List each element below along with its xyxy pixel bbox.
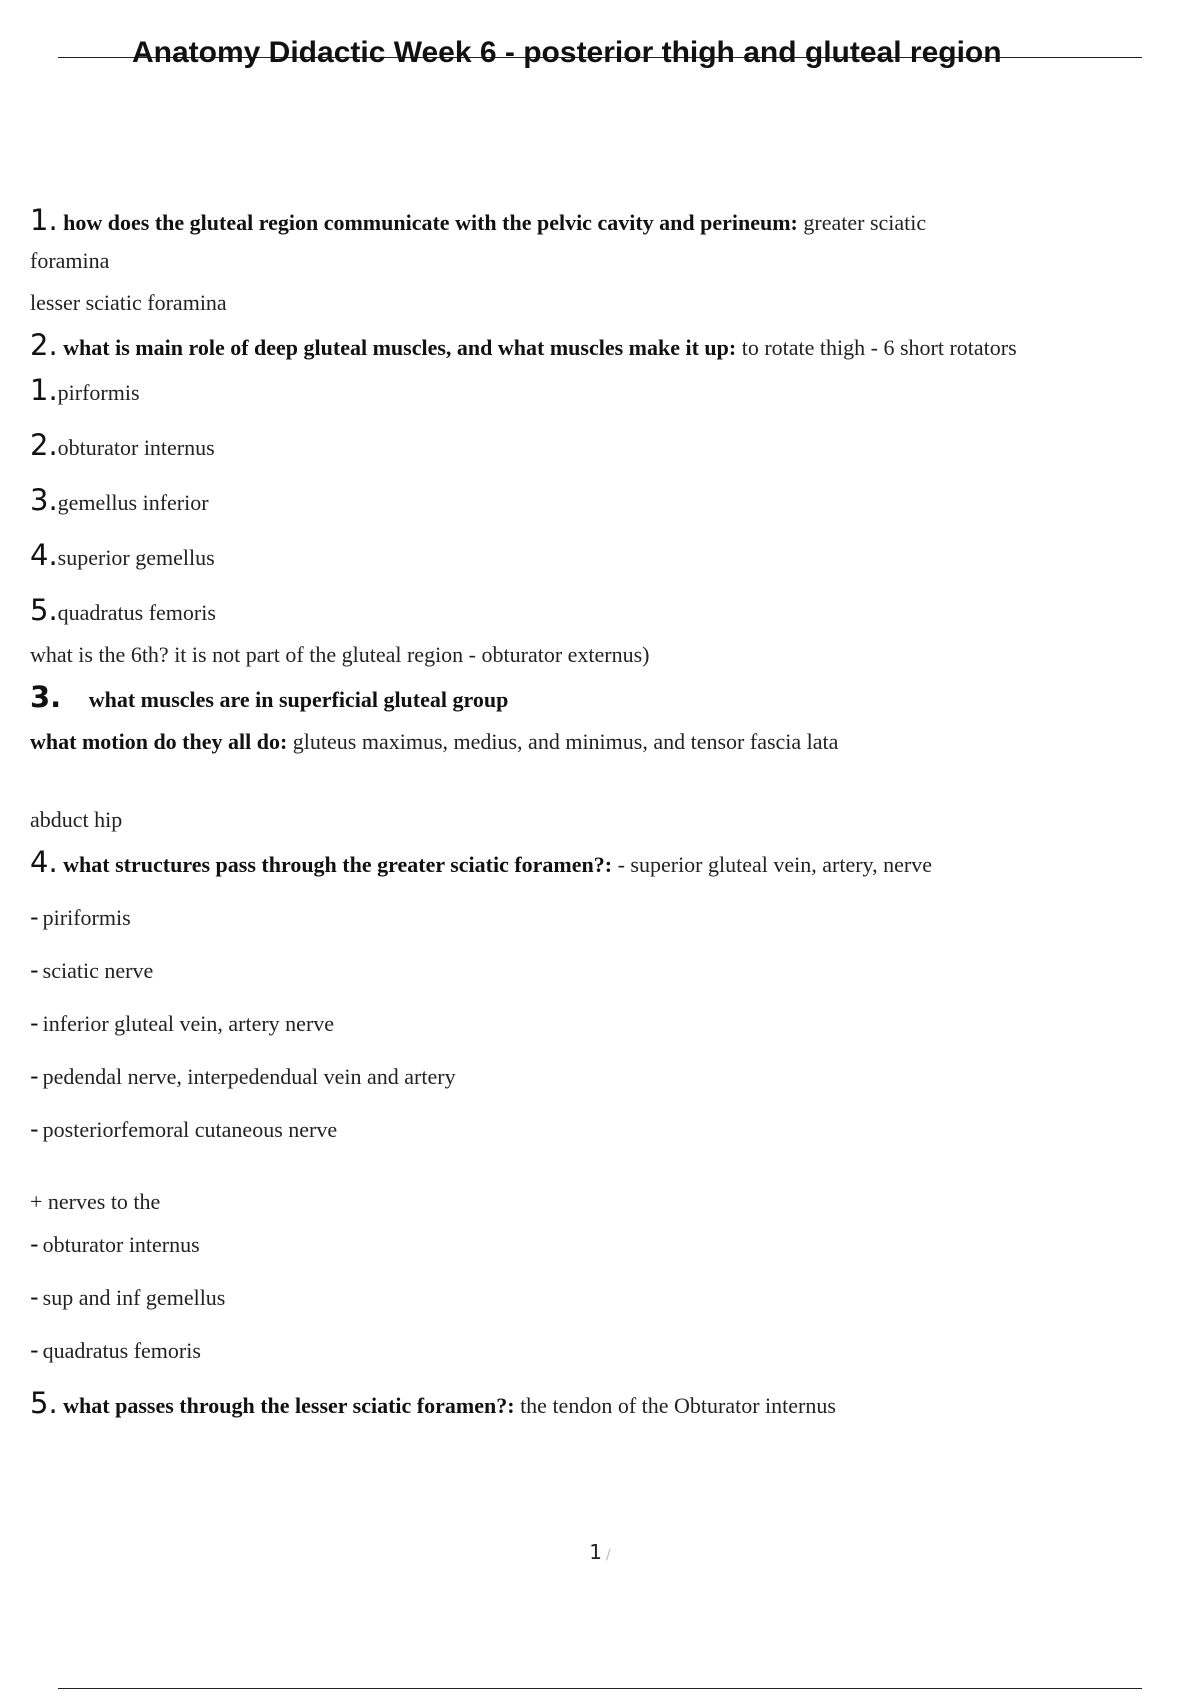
list-item <box>30 595 1170 628</box>
list-item-text: posteriorfemoral cutaneous nerve <box>42 1117 338 1142</box>
list-item-number: 1. <box>30 373 58 407</box>
list-item-number: 4. <box>30 538 58 572</box>
q2-question: what is main role of deep gluteal muscles, and what muscles make it up: <box>63 335 737 360</box>
q5-line <box>30 1388 1170 1421</box>
q2-number: 2. <box>30 328 58 362</box>
list-item <box>30 485 1170 518</box>
list-item <box>30 375 1170 408</box>
q1-answer-b: foramina <box>30 248 110 273</box>
list-item-text: obturator internus <box>42 1232 200 1257</box>
spacer <box>30 1157 1170 1187</box>
list-item-text: pedendal nerve, interpedendual vein and artery <box>42 1064 456 1089</box>
dash-bullet: - <box>30 903 39 931</box>
q3-answer-b: abduct hip <box>30 807 123 832</box>
q4-answer: - superior gluteal vein, artery, nerve <box>617 852 932 877</box>
dash-bullet: - <box>30 1230 39 1258</box>
document-title: Anatomy Didactic Week 6 - posterior thigh and gluteal region <box>132 36 1002 69</box>
q1-question: how does the gluteal region communicate with the pelvic cavity and perineum: <box>63 210 798 235</box>
spacer <box>30 769 1170 805</box>
list-item <box>30 1008 1170 1039</box>
dash-bullet: - <box>30 956 39 984</box>
q4-number: 4. <box>30 845 58 879</box>
list-item-text: superior gemellus <box>57 545 215 570</box>
list-item <box>30 430 1170 463</box>
bottom-rule <box>58 1688 1142 1689</box>
list-item <box>30 1282 1170 1313</box>
list-item-text: piriformis <box>42 905 131 930</box>
q1-number: 1. <box>30 203 58 237</box>
q4-plus-note: + nerves to the <box>30 1189 161 1214</box>
list-item-text: sup and inf gemellus <box>42 1285 226 1310</box>
q3-question-b: what motion do they all do: <box>30 729 288 754</box>
q3-line <box>30 682 1170 715</box>
dash-bullet: - <box>30 1336 39 1364</box>
list-item <box>30 1114 1170 1145</box>
list-item-number: 3. <box>30 483 58 517</box>
list-item <box>30 902 1170 933</box>
dash-bullet: - <box>30 1062 39 1090</box>
q5-number: 5. <box>30 1386 58 1420</box>
list-item-text: pirformis <box>57 380 140 405</box>
q3-question-a: what muscles are in superficial gluteal group <box>88 687 509 712</box>
list-item-text: sciatic nerve <box>42 958 154 983</box>
list-item-number: 2. <box>30 428 58 462</box>
dash-bullet: - <box>30 1283 39 1311</box>
q1-line <box>30 205 1170 238</box>
list-item-text: quadratus femoris <box>42 1338 201 1363</box>
list-item-text: obturator internus <box>57 435 215 460</box>
list-item <box>30 1061 1170 1092</box>
q3-answer-a: gluteus maximus, medius, and minimus, and tensor fascia lata <box>292 729 839 754</box>
document-body <box>30 205 1170 1433</box>
page-number <box>0 1540 1200 1564</box>
q5-answer: the tendon of the Obturator internus <box>520 1393 836 1418</box>
q5-question: what passes through the lesser sciatic foramen?: <box>63 1393 515 1418</box>
dash-bullet: - <box>30 1009 39 1037</box>
list-item <box>30 1229 1170 1260</box>
list-item <box>30 955 1170 986</box>
list-item <box>30 540 1170 573</box>
list-item-number: 5. <box>30 593 58 627</box>
list-item-text: inferior gluteal vein, artery nerve <box>42 1011 335 1036</box>
page-number-slash: / <box>606 1547 611 1563</box>
page-number-value: 1 <box>589 1540 602 1564</box>
q2-answer: to rotate thigh - 6 short rotators <box>741 335 1017 360</box>
q2-line <box>30 330 1170 363</box>
list-item-text: quadratus femoris <box>57 600 216 625</box>
list-item-text: gemellus inferior <box>57 490 209 515</box>
q1-answer-c: lesser sciatic foramina <box>30 290 227 315</box>
q2-note: what is the 6th? it is not part of the gluteal region - obturator externus) <box>30 642 650 667</box>
q4-question: what structures pass through the greater sciatic foramen?: <box>63 852 613 877</box>
q1-answer-a: greater sciatic <box>803 210 927 235</box>
q4-line <box>30 847 1170 880</box>
list-item <box>30 1335 1170 1366</box>
q3-number: 3. <box>30 680 62 714</box>
dash-bullet: - <box>30 1115 39 1143</box>
q3-line-2 <box>30 727 1170 757</box>
